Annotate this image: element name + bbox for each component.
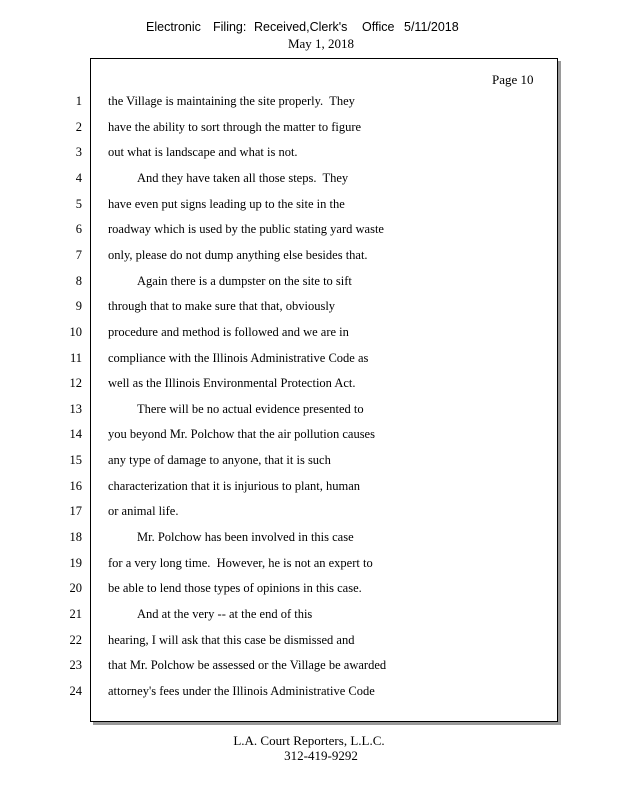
line-text: well as the Illinois Environmental Protection Act. (108, 376, 356, 390)
line-number: 21 (69, 607, 82, 621)
line-text: hearing, I will ask that this case be dismissed and (108, 633, 355, 647)
line-number: 6 (75, 222, 82, 236)
line-number: 16 (69, 479, 82, 493)
line-text: Mr. Polchow has been involved in this case (137, 530, 354, 544)
line-text: out what is landscape and what is not. (108, 145, 298, 159)
line-number: 24 (69, 684, 82, 698)
line-text: And they have taken all those steps. They (137, 171, 349, 185)
line-number: 10 (69, 325, 82, 339)
line-text: There will be no actual evidence presented to (137, 402, 364, 416)
line-number: 19 (69, 556, 82, 570)
line-text: for a very long time. However, he is not an expert to (108, 556, 373, 570)
stamp-date: 5/11/2018 (404, 20, 459, 34)
page-number: Page 10 (492, 72, 534, 87)
line-number: 1 (75, 94, 82, 108)
line-number: 17 (69, 504, 82, 518)
line-text: have the ability to sort through the matter to figure (108, 120, 362, 134)
line-text: have even put signs leading up to the site in the (108, 197, 345, 211)
footer-company: L.A. Court Reporters, L.L.C. (233, 733, 385, 748)
line-text: Again there is a dumpster on the site to sift (137, 274, 352, 288)
line-number: 2 (75, 120, 82, 134)
line-number: 23 (69, 658, 82, 672)
line-text: or animal life. (108, 504, 179, 518)
line-text: compliance with the Illinois Administrative Code as (108, 351, 369, 365)
line-text: And at the very -- at the end of this (137, 607, 313, 621)
line-number: 7 (75, 248, 82, 262)
line-number: 22 (69, 633, 82, 647)
filing-stamp (0, 20, 618, 36)
line-text: roadway which is used by the public stating yard waste (108, 222, 384, 236)
line-text: attorney's fees under the Illinois Administrative Code (108, 684, 375, 698)
line-number: 3 (75, 145, 82, 159)
line-number: 4 (75, 171, 82, 185)
line-number: 8 (75, 274, 82, 288)
footer-phone: 312-419-9292 (284, 748, 358, 763)
line-number: 14 (69, 427, 82, 441)
line-number: 9 (75, 299, 82, 313)
line-text: through that to make sure that that, obviously (108, 299, 336, 313)
line-text: characterization that it is injurious to plant, human (108, 479, 361, 493)
line-text: you beyond Mr. Polchow that the air pollution causes (108, 427, 375, 441)
filed-date: May 1, 2018 (287, 36, 355, 51)
line-text: procedure and method is followed and we are in (108, 325, 349, 339)
line-number: 11 (69, 351, 82, 365)
stamp-electronic: Electronic (146, 20, 201, 34)
stamp-office: Office (362, 20, 395, 34)
line-text: any type of damage to anyone, that it is such (108, 453, 331, 467)
line-text: that Mr. Polchow be assessed or the Village be awarded (108, 658, 387, 672)
line-number: 12 (69, 376, 82, 390)
line-text: be able to lend those types of opinions in this case. (108, 581, 362, 595)
line-text: only, please do not dump anything else besides that. (108, 248, 368, 262)
line-number: 5 (75, 197, 82, 211)
stamp-filing: Filing: (213, 20, 247, 34)
stamp-received-clerks: Received,Clerk's (254, 20, 348, 34)
line-number: 13 (69, 402, 82, 416)
line-number: 20 (69, 581, 82, 595)
line-text: the Village is maintaining the site properly. They (108, 94, 355, 108)
line-number: 15 (69, 453, 82, 467)
line-number: 18 (69, 530, 82, 544)
